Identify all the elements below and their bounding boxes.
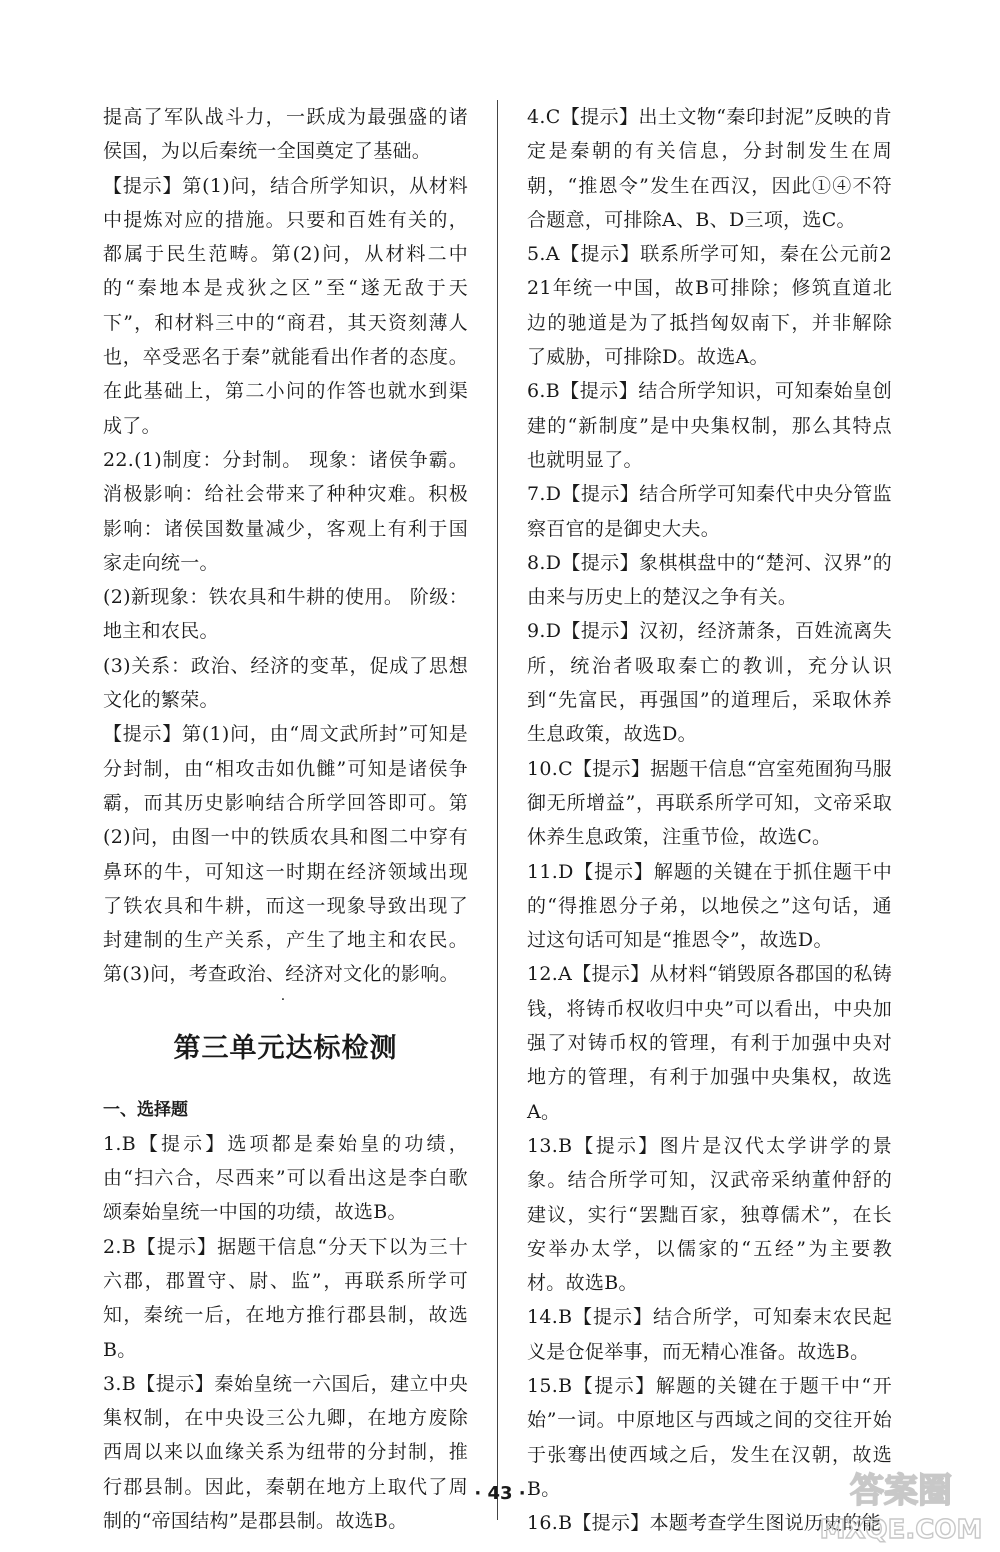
- section-title: 第三单元达标检测: [173, 1032, 398, 1064]
- separator-dot: ·: [280, 991, 286, 1008]
- question-answer: 3.B【提示】秦始皇统一六国后，建立中央集权制，在中央设三公九卿，在地方废除西周以来以血缘关系为纽带的分封制，推行郡县制。因此，秦朝在地方上取代了周制的“帝国结构”是郡县制。故选B。: [103, 1372, 468, 1532]
- question-answer: 13.B【提示】图片是汉代太学讲学的景象。结合所学可知，汉武帝采纳董仲舒的建议，实行“罢黜百家，独尊儒术”，在长安举办太学，以儒家的“五经”为主要教材。故选B。: [527, 1134, 892, 1295]
- question-answer: 5.A【提示】联系所学可知，秦在公元前221年统一中国，故B可排除；修筑直道北边的驰道是为了抵挡匈奴南下，并非解除了威胁，可排除D。故选A。: [527, 243, 892, 369]
- question-answer: 8.D【提示】象棋棋盘中的“楚河、汉界”的由来与历史上的楚汉之争有关。: [527, 551, 892, 609]
- answer-paragraph: (3)关系：政治、经济的变革，促成了思想文化的繁荣。: [103, 654, 468, 712]
- watermark-text-top: 答案圈: [850, 1471, 952, 1511]
- question-answer: 11.D【提示】解题的关键在于抓住题干中的“得推恩分子弟，以地侯之”这句话，通过这句话可知是“推恩令”，故选D。: [527, 860, 892, 952]
- question-answer: 7.D【提示】结合所学可知秦代中央分管监察百官的是御史大夫。: [527, 483, 892, 540]
- answer-paragraph: (2)新现象：铁农具和牛耕的使用。 阶级：地主和农民。: [103, 586, 468, 643]
- column-divider: [497, 100, 498, 1520]
- question-answer: 1.B【提示】选项都是秦始皇的功绩，由“扫六合，尽西来”可以看出这是李白歌颂秦始皇统一中国的功绩，故选B。: [103, 1132, 468, 1224]
- question-answer: 16.B【提示】本题考查学生图说历史的能: [527, 1512, 882, 1535]
- question-answer: 9.D【提示】汉初，经济萧条，百姓流离失所，统治者吸取秦亡的教训，充分认识到“先富民，再强国”的道理后，采取休养生息政策，故选D。: [527, 620, 892, 746]
- question-answer: 10.C【提示】据题干信息“宫室苑囿狗马服御无所增益”，再联系所学可知，文帝采取休养生息政策，注重节俭，故选C。: [527, 757, 892, 849]
- watermark-text-bottom: MXQE.COM: [819, 1515, 983, 1545]
- hint-paragraph: 【提示】第(1)问，结合所学知识，从材料中提炼对应的措施。只要和百姓有关的，都属于民生范畴。第(2)问，从材料二中的“秦地本是戎狄之区”至“遂无敌于天下”，和材料三中的“商君，其天资刻薄人也，卒受恶名于秦”就能看出作者的态度。在此基础上，第二小问的作答也就水到渠成了。: [103, 174, 468, 437]
- answer-paragraph: 22.(1)制度：分封制。 现象：诸侯争霸。消极影响：给社会带来了种种灾难。积极影响：诸侯国数量减少，客观上有利于国家走向统一。: [103, 448, 468, 574]
- right-column: [527, 100, 892, 1540]
- question-answer: 15.B【提示】解题的关键在于题干中“开始”一词。中原地区与西域之间的交往开始于张骞出使西域之后，发生在汉朝，故选B。: [527, 1374, 892, 1500]
- left-column: [103, 100, 468, 1538]
- question-answer: 12.A【提示】从材料“销毁原各郡国的私铸钱，将铸币权收归中央”可以看出，中央加强了对铸币权的管理，有利于加强中央对地方的管理，有利于加强中央集权，故选A。: [527, 963, 892, 1123]
- hint-paragraph: 【提示】第(1)问，由“周文武所封”可知是分封制，由“相攻击如仇雠”可知是诸侯争霸，而其历史影响结合所学回答即可。第(2)问，由图一中的铁质农具和图二中穿有鼻环的牛，可知这一时期在经济领域出现了铁农具和牛耕，而这一现象导致出现了封建制的生产关系，产生了地主和农民。第(3)问，考查政治、经济对文化的影响。: [103, 723, 468, 986]
- question-answer: 2.B【提示】据题干信息“分天下以为三十六郡，郡置守、尉、监”，再联系所学可知，秦统一后，在地方推行郡县制，故选B。: [103, 1235, 468, 1361]
- paragraph: 提高了军队战斗力，一跃成为最强盛的诸侯国，为以后秦统一全国奠定了基础。: [103, 106, 468, 163]
- question-answer: 14.B【提示】结合所学，可知秦末农民起义是仓促举事，而无精心准备。故选B。: [527, 1306, 892, 1363]
- question-answer: 6.B【提示】结合所学知识，可知秦始皇创建的“新制度”是中央集权制，那么其特点也就明显了。: [527, 380, 892, 471]
- watermark-logo: [816, 1462, 986, 1546]
- page-number: · 43 ·: [474, 1483, 526, 1504]
- question-answer: 4.C【提示】出土文物“秦印封泥”反映的肯定是秦朝的有关信息，分封制发生在周朝，“推恩令”发生在西汉，因此①④不符合题意，可排除A、B、D三项，选C。: [527, 106, 892, 231]
- subheading: 一、选择题: [103, 1099, 188, 1120]
